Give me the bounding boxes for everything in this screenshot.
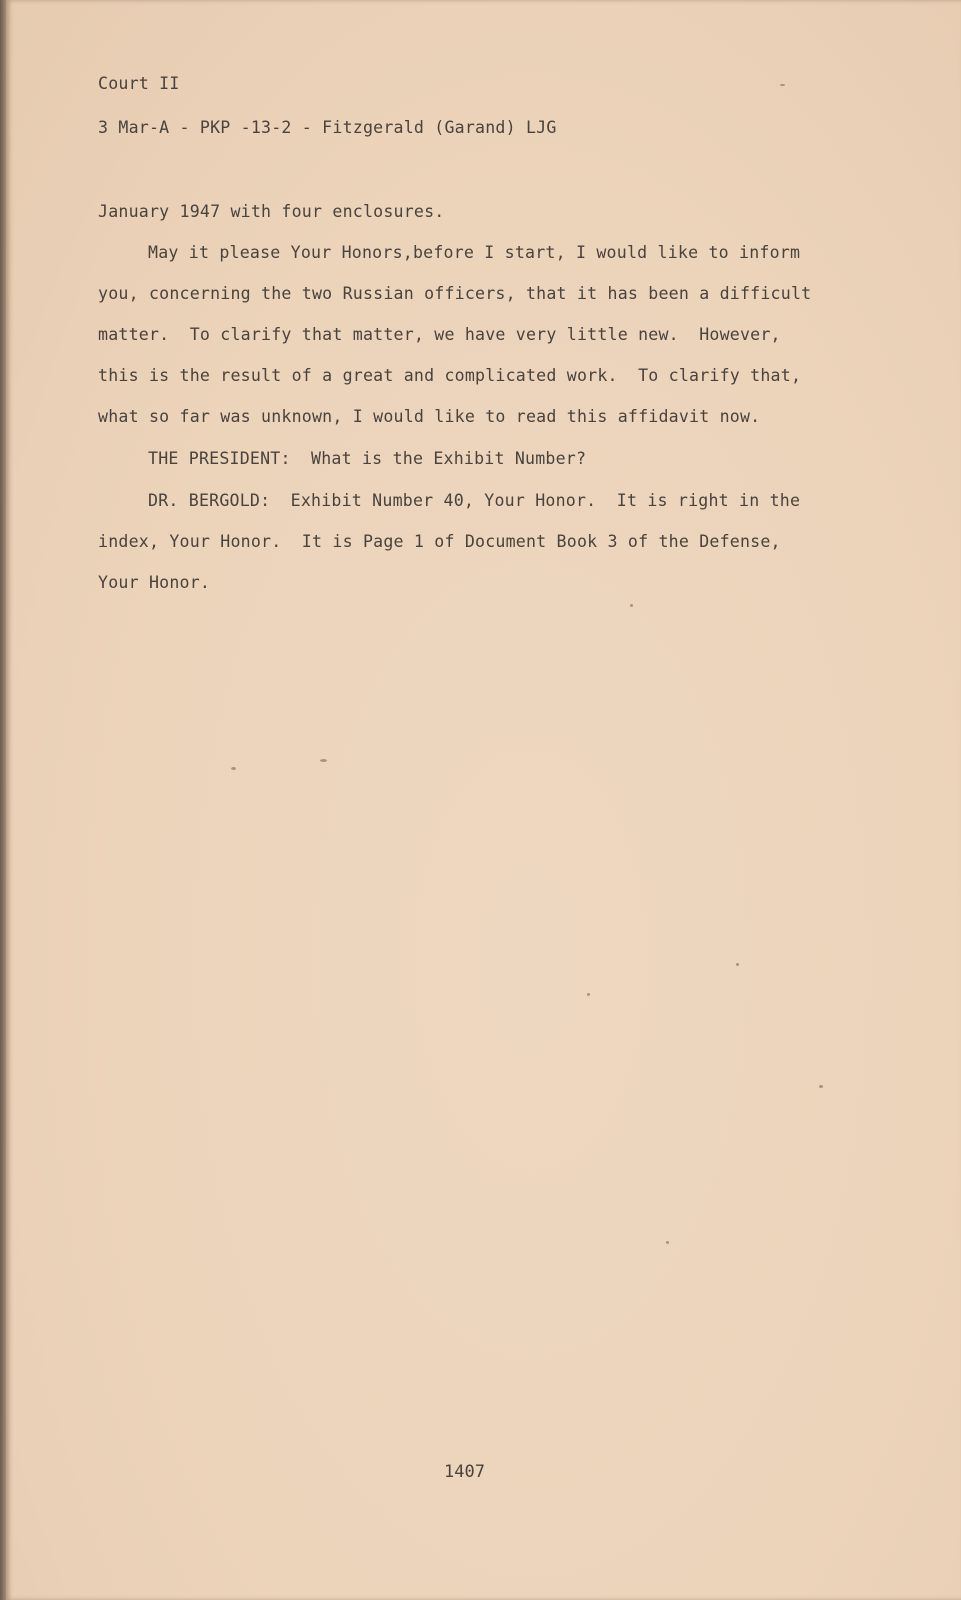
opening-line: January 1947 with four enclosures.: [98, 202, 445, 221]
paper-speck: [587, 993, 590, 996]
bergold-line: DR. BERGOLD: Exhibit Number 40, Your Honor. It is right in the: [148, 491, 801, 510]
typewritten-page: [6, 0, 961, 1600]
paper-speck: [630, 604, 633, 607]
bergold-line: index, Your Honor. It is Page 1 of Document Book 3 of the Defense,: [98, 532, 781, 551]
paragraph-line: this is the result of a great and complicated work. To clarify that,: [98, 366, 802, 385]
page-number: 1407: [444, 1462, 485, 1482]
paper-speck: [666, 1241, 669, 1244]
president-question: THE PRESIDENT: What is the Exhibit Number?: [148, 449, 587, 468]
court-label: Court II: [98, 74, 180, 93]
paragraph-line: May it please Your Honors,before I start, I would like to inform: [148, 243, 801, 262]
paragraph-line: matter. To clarify that matter, we have very little new. However,: [98, 325, 781, 344]
bergold-line: Your Honor.: [98, 573, 211, 592]
paragraph-line: you, concerning the two Russian officers, that it has been a difficult: [98, 284, 812, 303]
reference-line: 3 Mar-A - PKP -13-2 - Fitzgerald (Garand) LJG: [98, 118, 557, 137]
paper-speck: [320, 759, 327, 762]
paragraph-line: what so far was unknown, I would like to read this affidavit now.: [98, 407, 761, 426]
paper-speck: [231, 767, 236, 770]
paper-speck: [819, 1085, 823, 1088]
paper-speck: [736, 963, 739, 966]
paper-speck: [780, 84, 785, 86]
